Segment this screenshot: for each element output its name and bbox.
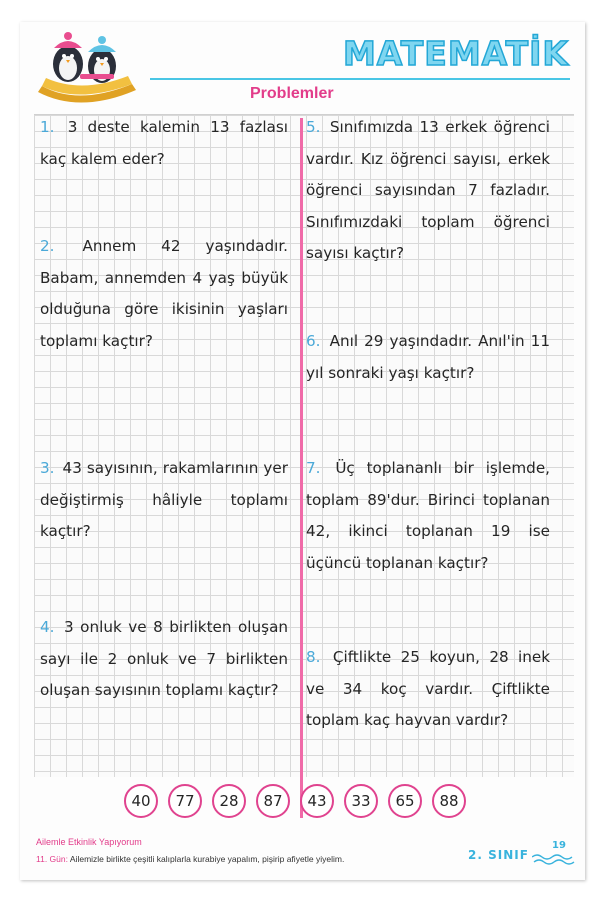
problem-8 (306, 642, 550, 737)
problem-text: 3 onluk ve 8 birlikten oluşan sayı ile 2 onluk ve 7 birlikten oluşan sayısının toplamı kaçtır? (40, 618, 288, 699)
problem-number: 7. (306, 459, 321, 477)
title-underline (150, 78, 570, 80)
wave-decoration-icon (532, 852, 576, 866)
problem-text: Sınıfımızda 13 erkek öğrenci vardır. Kız öğrenci sayısı, erkek öğrenci sayısından 7 fazladır. Sınıfımızdaki toplam öğrenci sayısı kaçtır? (306, 118, 550, 262)
answer-bubble[interactable]: 87 (256, 784, 290, 818)
problem-2 (40, 231, 288, 357)
problem-number: 6. (306, 332, 321, 350)
answer-bubble[interactable]: 88 (432, 784, 466, 818)
problem-text: Anıl 29 yaşındadır. Anıl'in 11 yıl sonraki yaşı kaçtır? (306, 332, 550, 382)
penguin-sled-illustration (28, 28, 146, 106)
problem-number: 4. (40, 618, 55, 636)
problem-7 (306, 453, 550, 579)
subject-title: MATEMATİK (342, 34, 569, 73)
footer-activity-title: Ailemle Etkinlik Yapıyorum (36, 837, 142, 847)
problem-text: 43 sayısının, rakamlarının yer değiştirmiş hâliyle toplamı kaçtır? (40, 459, 289, 540)
section-title: Problemler (250, 85, 334, 102)
problem-number: 3. (40, 459, 55, 477)
problem-4 (40, 612, 288, 707)
problem-number: 5. (306, 118, 321, 136)
problem-number: 1. (40, 118, 55, 136)
worksheet-page (20, 22, 585, 880)
page-number: 19 (552, 840, 566, 851)
problem-number: 2. (40, 237, 55, 255)
answer-bubble[interactable]: 77 (168, 784, 202, 818)
column-divider (300, 118, 303, 818)
answer-bubbles (124, 784, 484, 818)
problem-number: 8. (306, 648, 321, 666)
grade-label: 2. SINIF (468, 848, 529, 862)
problem-6 (306, 326, 550, 389)
problem-1 (40, 112, 288, 175)
footer-activity-text (36, 854, 344, 864)
problem-text: Çiftlikte 25 koyun, 28 inek ve 34 koç vardır. Çiftlikte toplam kaç hayvan vardır? (306, 648, 550, 729)
footer-day-label: 11. Gün: (36, 854, 68, 864)
problem-5 (306, 112, 550, 270)
problem-text: Annem 42 yaşındadır. Babam, annemden 4 yaş büyük olduğuna göre ikisinin yaşları toplamı kaçtır? (40, 237, 288, 350)
problem-text: 3 deste kalemin 13 fazlası kaç kalem eder? (40, 118, 288, 168)
answer-bubble[interactable]: 28 (212, 784, 246, 818)
answer-bubble[interactable]: 33 (344, 784, 378, 818)
footer-activity-description: Ailemizle birlikte çeşitli kalıplarla kurabiye yapalım, pişirip afiyetle yiyelim. (69, 854, 345, 864)
problem-text: Üç toplananlı bir işlemde, toplam 89'dur. Birinci toplanan 42, ikinci toplanan 19 ise üçüncü toplanan kaçtır? (306, 459, 550, 572)
answer-bubble[interactable]: 43 (300, 784, 334, 818)
answer-bubble[interactable]: 65 (388, 784, 422, 818)
answer-bubble[interactable]: 40 (124, 784, 158, 818)
problem-3 (40, 453, 288, 548)
